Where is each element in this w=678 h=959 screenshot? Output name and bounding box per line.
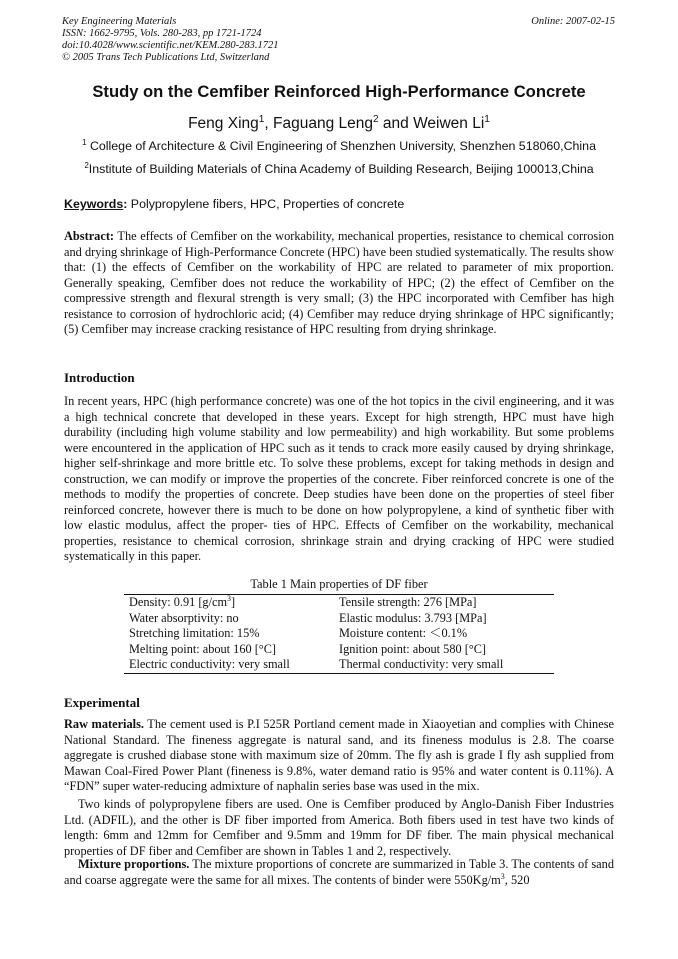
- issn-line: ISSN: 1662-9795, Vols. 280-283, pp 1721-1724: [62, 28, 262, 39]
- affiliation-mark: 2: [84, 160, 89, 170]
- keywords-label: Keywords: [64, 197, 124, 211]
- mixture-proportions-paragraph: Mixture proportions. The mixture proportions of concrete are summarized in Table 3. The contents of sand and coarse aggregate were the same for all mixes. The contents of binder were $550Kg/m^3$, 520: [64, 857, 615, 887]
- raw-materials-paragraph: [64, 717, 614, 795]
- paper-title: Study on the Cemfiber Reinforced High-Performance Concrete: [92, 82, 586, 101]
- table-cell: Moisture content: ＜0.1%: [339, 626, 468, 641]
- author-affiliation-mark: 1: [258, 113, 265, 125]
- raw-materials-text: The cement used is P.I 525R Portland cement made in Xiaoyetian and complies with Chinese National Standard. The fineness aggregate is natural sand, and its fineness modulus is 2.8. The coarse aggregate is crushed diabase stone with maximum size of 20mm. The fly ash is grade I fly ash supplied from Mawan Coal-Fired Power Plant (fineness is 9.8%, water demand ratio is 95% and water content is 0.11%). A “FDN” super water-reducing admixture of naphalin series base was used in the mix.: [64, 717, 614, 793]
- journal-name: Key Engineering Materials: [62, 16, 177, 27]
- table-cell: Melting point: about 160 [°C]: [129, 641, 277, 656]
- copyright-line: © 2005 Trans Tech Publications Ltd, Switzerland: [62, 52, 270, 63]
- author-name: Weiwen Li: [413, 115, 485, 132]
- affiliation-mark: 1: [82, 137, 87, 147]
- doi-line: doi:10.4028/www.scientific.net/KEM.280-283.1721: [62, 40, 279, 51]
- keywords-text: Polypropylene fibers, HPC, Properties of concrete: [127, 197, 405, 211]
- raw-materials-label: Raw materials.: [64, 717, 144, 731]
- table-row: [124, 611, 554, 627]
- mixture-proportions-text: The mixture proportions of concrete are summarized in Table 3. The contents of sand and coarse aggregate were the same for all mixes. The contents of binder were 550Kg/m: [64, 857, 615, 887]
- author-affiliation-mark: 2: [372, 113, 379, 125]
- table-cell: Density: 0.91 $[g/cm^3]$: [129, 593, 236, 609]
- table-1-caption: Table 1 Main properties of DF fiber: [250, 577, 428, 591]
- author-name: Faguang Leng: [273, 115, 373, 132]
- fibers-paragraph: Two kinds of polypropylene fibers are used. One is Cemfiber produced by Anglo-Danish Fiber Industries Ltd. (ADFIL), and the other is DF fiber imported from America. Both fibers used in test have two kinds of length: 6mm and 12mm for Cemfiber and 9.5mm and 19mm for DF fiber. The main physical mechanical properties of DF fiber and Cemfiber are shown in Tables 1 and 2, respectively.: [64, 797, 614, 858]
- mixture-proportions-label: Mixture proportions.: [78, 857, 190, 871]
- introduction-heading: Introduction: [64, 370, 135, 385]
- abstract-label: Abstract:: [64, 229, 115, 243]
- table-row: [124, 642, 554, 658]
- author-affiliation-mark: 1: [484, 113, 490, 125]
- abstract-text: The effects of Cemfiber on the workability, mechanical properties, resistance to chemical corrosion and drying shrinkage of High-Performance Concrete (HPC) have been studied systematically. The results show that: (1) the effects of Cemfiber on the workability of HPC are related to parameter of mix proportion. Generally speaking, Cemfiber does not reduce the workability of HPC; (2) the effect of Cemfiber on the compressive strength and flexural strength is very small; (3) the HPC incorporated with Cemfiber has high resistance to corrosion of hydrochloric acid; (4) Cemfiber may reduce drying shrinkage of HPC significantly; (5) Cemfiber may increase cracking resistance of HPC resulting from drying shrinkage.: [64, 229, 614, 336]
- table-row: [124, 657, 554, 673]
- table-cell: Ignition point: about 580 [°C]: [339, 641, 487, 656]
- affiliation-2: [40, 162, 638, 176]
- journal-header-block: [62, 16, 279, 64]
- keywords-colon: :: [123, 197, 128, 211]
- author-list: [40, 115, 638, 133]
- experimental-heading: Experimental: [64, 695, 140, 710]
- table-cell: Tensile strength: 276 [MPa]: [339, 595, 477, 609]
- affiliation-text: College of Architecture & Civil Engineering of Shenzhen University, Shenzhen 518060,China: [86, 139, 596, 153]
- table-cell: Water absorptivity: no: [129, 610, 239, 625]
- affiliation-1: [40, 139, 638, 153]
- affiliation-text: Institute of Building Materials of China Academy of Building Research, Beijing 100013,China: [88, 162, 594, 176]
- table-cell: Electric conductivity: very small: [129, 657, 290, 672]
- keywords-line: [64, 197, 404, 211]
- table-cell: Elastic modulus: 3.793 [MPa]: [339, 610, 487, 625]
- author-separator: ,: [264, 115, 273, 132]
- table-row: [124, 595, 554, 611]
- table-cell: Thermal conductivity: very small: [339, 657, 504, 672]
- table-1-fiber-properties: [124, 594, 554, 674]
- author-separator: and: [378, 115, 414, 132]
- table-cell: Stretching limitation: 15%: [129, 626, 260, 641]
- online-date: Online: 2007-02-15: [531, 16, 615, 27]
- table-row: [124, 626, 554, 642]
- author-name: Feng Xing: [188, 115, 259, 132]
- introduction-paragraph: In recent years, HPC (high performance concrete) was one of the hot topics in the civil engineering, and it was a high technical concrete that developed in these years. Except for high strength, HPC must have high durability (including high volume stability and low permeability) and high workability. But some problems were encountered in the application of HPC such as it tends to crack more easily caused by drying shrinkage, higher self-shrinkage and more brittle etc. To solve these problems, except for taking methods in design and construction, we can modify or improve the properties of the concrete. Fiber reinforced concrete is one of the methods to modify the properties of concrete. Deep studies have been done on the properties of steel fiber reinforced concrete, however there is much to be done on how polypropylene, a kind of synthetic fiber with low elastic modulus, affect the proper- ties of HPC. Effects of Cemfiber on the workability, mechanical properties, resistance to chemical corrosion, shrinkage strain and drying cracking of HPC were studied systematically in this paper.: [64, 394, 614, 563]
- abstract-paragraph: [64, 229, 614, 338]
